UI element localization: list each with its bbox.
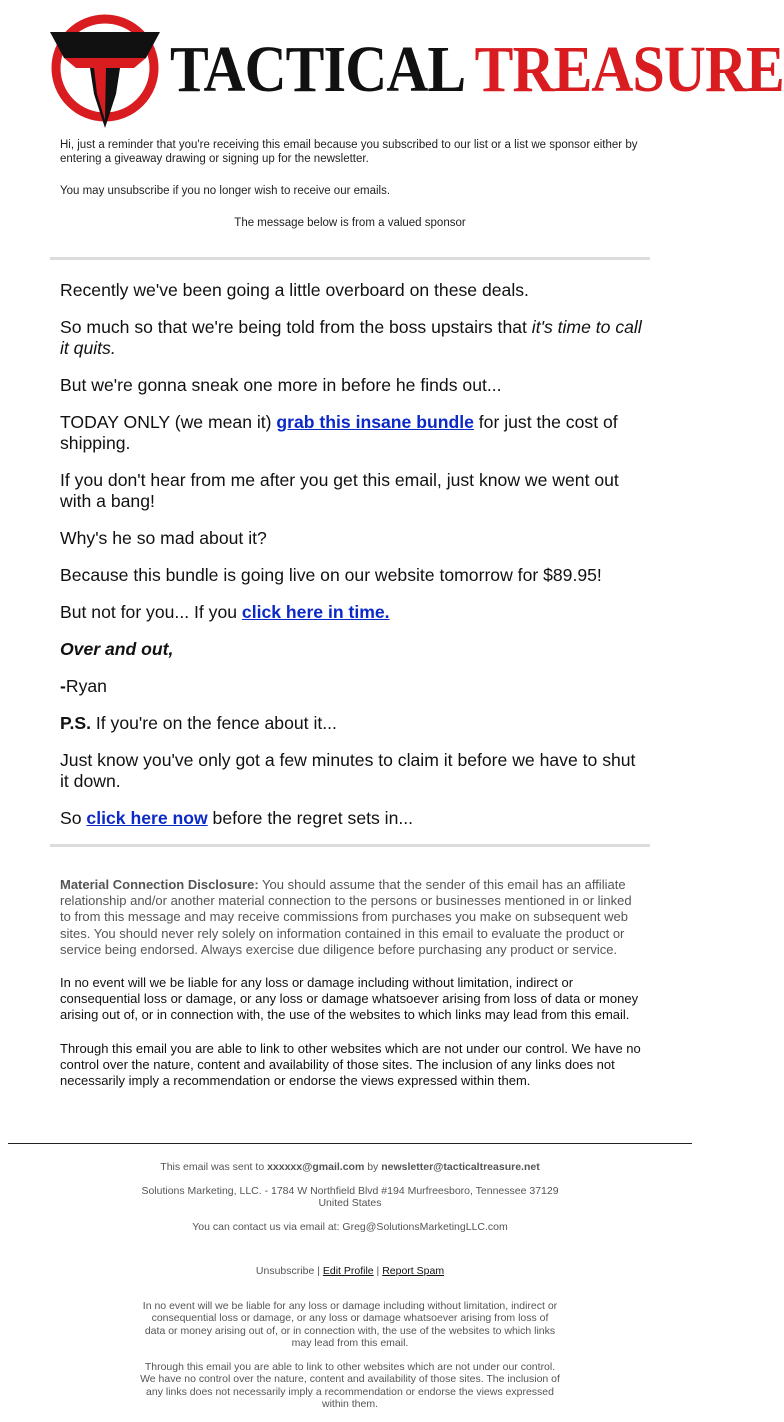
email-footer <box>140 1161 560 1422</box>
sender-email: newsletter@tacticaltreasure.net <box>381 1161 540 1173</box>
liability-disclaimer: In no event will we be liable for any loss or damage including without limitation, indirect or consequential loss or damage, or any loss or damage whatsoever arising from loss of data or money arising out of, or in connection with, the use of the websites to which links may lead from this email. <box>60 975 639 1023</box>
intro-notice <box>60 138 640 248</box>
message-paragraph: So click here now before the regret sets in... <box>60 808 414 828</box>
footer-external-links-disclaimer: Through this email you are able to link to other websites which are not under our control. We have no control over the nature, content and availability of those sites. The inclusion of any links does not necessarily imply a recommendation or endorse the views expressed within them. <box>140 1360 560 1410</box>
footer-liability-disclaimer: In no event will we be liable for any loss or damage including without limitation, indirect or consequential loss or damage, or any loss or damage whatsoever arising from loss of data or money arising out of, or in connection with, the use of the websites to which links may lead from this email. <box>142 1299 558 1349</box>
sponsor-message <box>60 280 645 845</box>
message-paragraph: But not for you... If you click here in time. <box>60 602 390 622</box>
recipient-email: xxxxxx@gmail.com <box>267 1161 365 1173</box>
message-paragraph: Because this bundle is going live on our website tomorrow for $89.95! <box>60 565 602 585</box>
footer-separator <box>8 1143 692 1144</box>
message-paragraph: If you don't hear from me after you get this email, just know we went out with a bang! <box>60 470 619 511</box>
edit-profile-link[interactable]: Edit Profile <box>322 1265 374 1277</box>
footer-links: Unsubscribe | Edit Profile | Report Spam <box>255 1265 445 1277</box>
message-paragraph: P.S. If you're on the fence about it... <box>60 713 337 733</box>
subscription-reminder: Hi, just a reminder that you're receiving this email because you subscribed to our list or a list we sponsor either by entering a giveaway drawing or signing up for the newsletter. <box>60 139 638 165</box>
italic-text: it's time to call it quits. <box>60 317 642 358</box>
click-here-in-time-link[interactable]: click here in time. <box>241 602 390 622</box>
grab-bundle-link[interactable]: grab this insane bundle <box>276 412 474 432</box>
tactical-t-shield-icon <box>50 10 160 128</box>
unsubscribe-note: You may unsubscribe if you no longer wish to receive our emails. <box>60 185 391 197</box>
message-paragraph: Recently we've been going a little overboard on these deals. <box>60 280 529 300</box>
external-links-disclaimer: Through this email you are able to link to other websites which are not under our control. We have no control over the nature, content and availability of those sites. The inclusion of any links does not necessarily imply a recommendation or endorse the views expressed within them. <box>60 1040 641 1089</box>
message-paragraph: But we're gonna sneak one more in before he finds out... <box>60 375 502 395</box>
company-address: Solutions Marketing, LLC. - 1784 W Northfield Blvd #194 Murfreesboro, Tennessee 37129 United States <box>141 1184 559 1209</box>
click-here-now-link[interactable]: click here now <box>86 808 208 828</box>
brand-wordmark <box>170 32 784 108</box>
sent-to-line: This email was sent to xxxxxx@gmail.com by newsletter@tacticaltreasure.net <box>160 1161 540 1173</box>
brand-name-part1: TACTICAL <box>170 33 463 106</box>
bottom-divider <box>50 844 650 847</box>
material-connection-disclosure: Material Connection Disclosure: You should assume that the sender of this email has an affiliate relationship and/or another material connection to the persons or businesses mentioned in or linked to from this message and may receive commissions from purchases you make on subsequent web sites. You should never rely solely on information contained in this email to evaluate the product or service being endorsed. Always exercise due diligence before purchasing any product or service. <box>60 877 632 957</box>
sign-off: Over and out, <box>60 639 174 659</box>
message-paragraph: So much so that we're being told from the boss upstairs that it's time to call it quits. <box>60 317 642 358</box>
brand-logo[interactable] <box>50 10 784 130</box>
report-spam-link[interactable]: Report Spam <box>382 1265 445 1277</box>
sponsor-note: The message below is from a valued sponsor <box>234 217 466 229</box>
brand-name-part2: TREASURE <box>474 33 784 106</box>
message-paragraph: TODAY ONLY (we mean it) grab this insane bundle for just the cost of shipping. <box>60 412 618 453</box>
ps-label: P.S. <box>60 713 91 733</box>
signature: -Ryan <box>60 676 107 696</box>
contact-line: You can contact us via email at: Greg@SolutionsMarketingLLC.com <box>192 1220 508 1233</box>
message-paragraph: Just know you've only got a few minutes to claim it before we have to shut it down. <box>60 750 636 791</box>
message-paragraph: Why's he so mad about it? <box>60 528 267 548</box>
disclosure-section <box>60 877 645 1106</box>
unsubscribe-link[interactable]: Unsubscribe <box>255 1265 315 1277</box>
top-divider <box>50 257 650 260</box>
